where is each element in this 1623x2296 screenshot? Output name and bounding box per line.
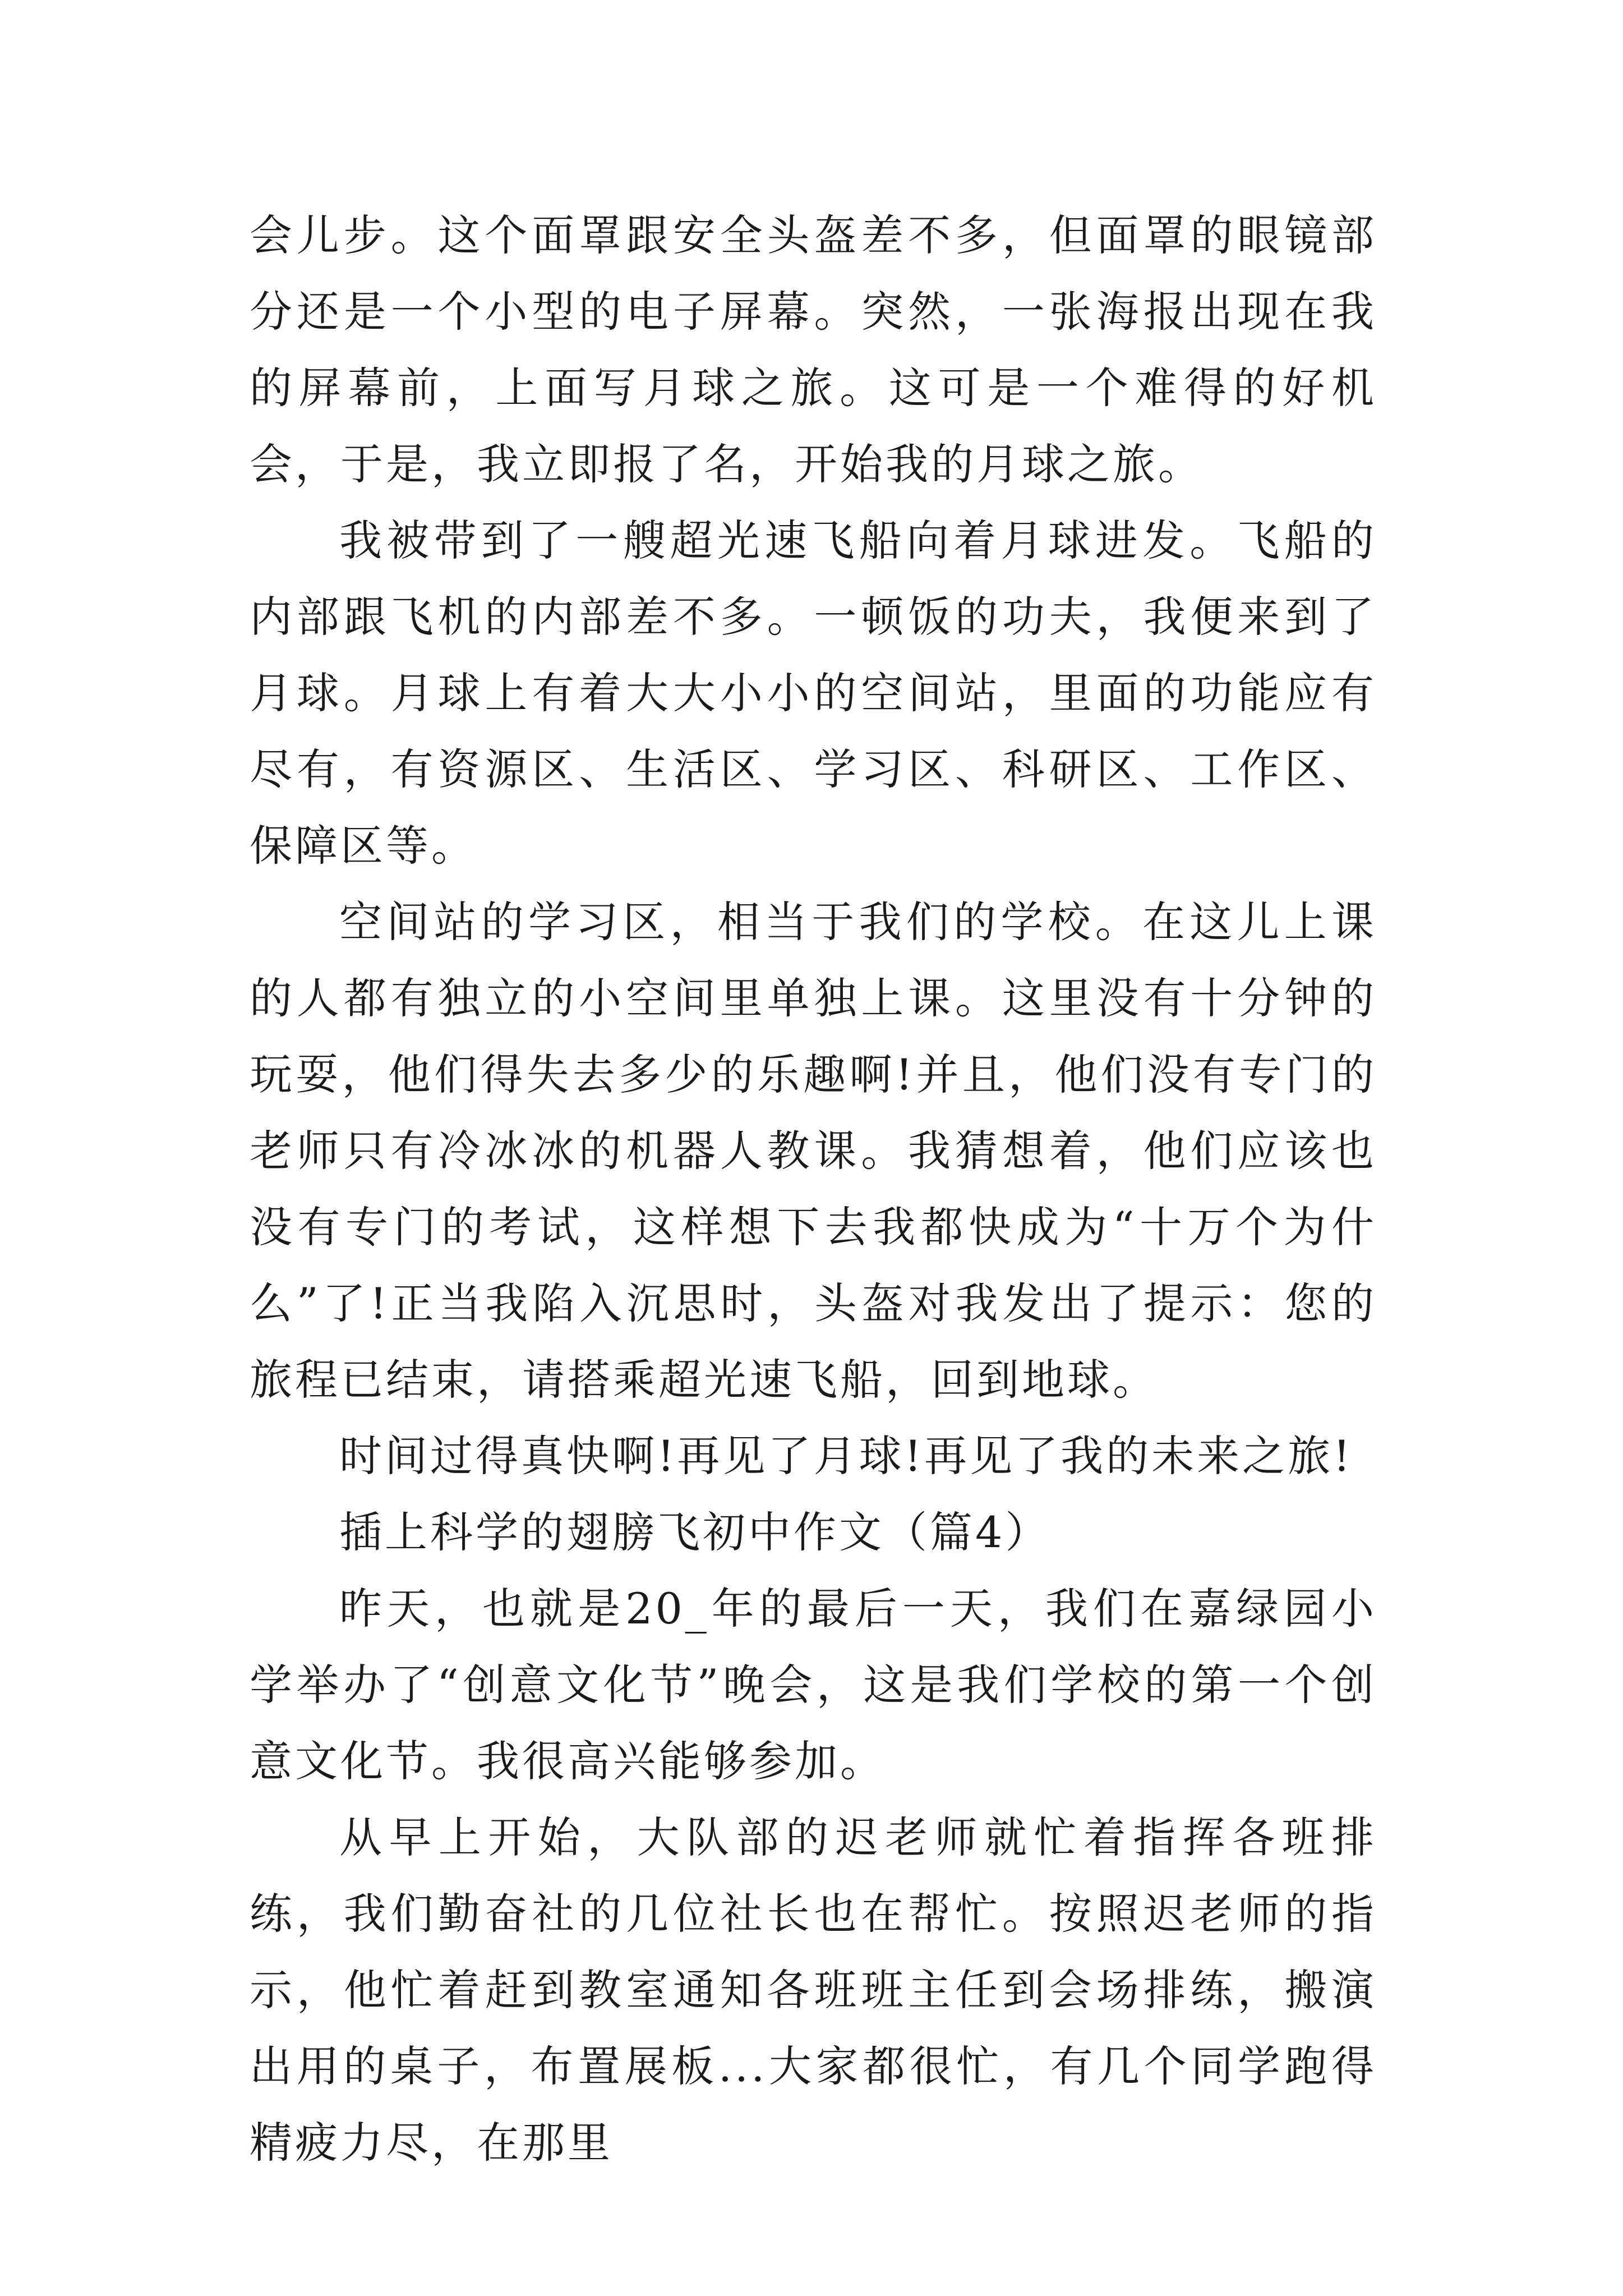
paragraph-4: 时间过得真快啊!再见了月球!再见了我的未来之旅!: [339, 1431, 1353, 1481]
document-body: [250, 197, 1377, 2181]
paragraph-3: 空间站的学习区，相当于我们的学校。在这儿上课的人都有独立的小空间里单独上课。这里没有十分钟的玩耍，他们得失去多少的乐趣啊!并且，他们没有专门的老师只有冷冰冰的机器人教课。我猜想着，他们应该也没有专门的考试，这样想下去我都快成为“十万个为什么”了!正当我陷入沉思时，头盔对我发出了提示：您的旅程已结束，请搭乘超光速飞船，回到地球。: [250, 897, 1377, 1405]
paragraph-2: 我被带到了一艘超光速飞船向着月球进发。飞船的内部跟飞机的内部差不多。一顿饭的功夫，我便来到了月球。月球上有着大大小小的空间站，里面的功能应有尽有，有资源区、生活区、学习区、科研区、工作区、保障区等。: [250, 516, 1377, 871]
paragraph-6: 从早上开始，大队部的迟老师就忙着指挥各班排练，我们勤奋社的几位社长也在帮忙。按照迟老师的指示，他忙着赶到教室通知各班班主任到会场排练，搬演出用的桌子，布置展板...大家都很忙，有几个同学跑得精疲力尽，在那里: [250, 1812, 1377, 2168]
paragraph-5: 昨天，也就是20_年的最后一天，我们在嘉绿园小学举办了“创意文化节”晚会，这是我们学校的第一个创意文化节。我很高兴能够参加。: [250, 1584, 1377, 1786]
section-heading: 插上科学的翅膀飞初中作文（篇4）: [339, 1507, 1051, 1557]
paragraph-1: 会儿步。这个面罩跟安全头盔差不多，但面罩的眼镜部分还是一个小型的电子屏幕。突然，一张海报出现在我的屏幕前，上面写月球之旅。这可是一个难得的好机会，于是，我立即报了名，开始我的月球之旅。: [250, 210, 1377, 489]
